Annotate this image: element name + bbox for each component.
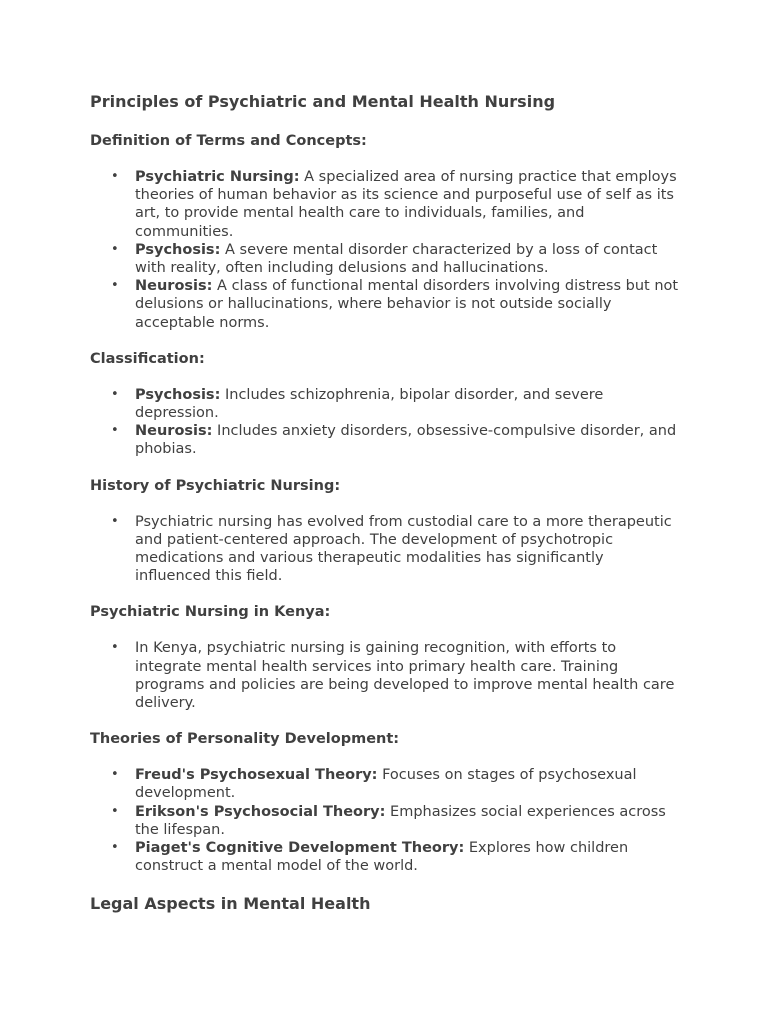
item-text: Includes anxiety disorders, obsessive-compulsive disorder, and phobias.: [135, 423, 677, 458]
section-kenya: [90, 603, 680, 712]
term-label: Psychiatric Nursing:: [135, 169, 300, 185]
next-section-title: Legal Aspects in Mental Health: [90, 894, 371, 914]
term-label: Psychosis:: [135, 241, 221, 258]
list-item: [135, 766, 680, 802]
list-item: [135, 168, 680, 241]
bullet-list: [90, 386, 680, 459]
section-heading: Definition of Terms and Concepts:: [90, 133, 367, 149]
bullet-list: [90, 168, 680, 332]
term-label: Erikson's Psychosocial Theory:: [135, 803, 386, 820]
term-label: Freud's Psychosexual Theory:: [135, 767, 378, 784]
section-heading: Classification:: [90, 350, 205, 367]
list-item: [135, 839, 680, 875]
section-history: [90, 477, 680, 586]
section-definitions: [90, 132, 680, 332]
list-item: [135, 422, 680, 458]
item-text: A class of functional mental disorders involving distress but not delusions or hallucinations, where behavior is not outside socially acceptable norms.: [135, 278, 679, 331]
item-text: Includes schizophrenia, bipolar disorder, and severe depression.: [135, 386, 604, 422]
bullet-list: [90, 766, 680, 875]
section-heading: History of Psychiatric Nursing:: [90, 477, 341, 494]
term-label: Neurosis:: [135, 278, 213, 295]
list-item: [135, 639, 680, 712]
item-text: Focuses on stages of psychosexual development.: [135, 767, 637, 802]
document-page: [90, 90, 680, 915]
term-label: Piaget's Cognitive Development Theory:: [135, 840, 465, 857]
term-label: Psychosis:: [135, 386, 221, 403]
list-item: [135, 513, 680, 586]
term-label: Neurosis:: [135, 423, 213, 440]
item-text: A specialized area of nursing practice that employs theories of human behavior as its science and purposeful use of self as its art, to provide mental health care to individuals, families, and communities.: [135, 169, 677, 240]
list-item: [135, 386, 680, 422]
document-title: Principles of Psychiatric and Mental Health Nursing: [90, 92, 556, 111]
section-classification: [90, 350, 680, 459]
item-text: Psychiatric nursing has evolved from custodial care to a more therapeutic and patient-centered approach. The development of psychotropic medications and various therapeutic modalities has significantly influenced this field.: [135, 513, 672, 585]
item-text: A severe mental disorder characterized by a loss of contact with reality, often including delusions and hallucinations.: [135, 241, 658, 277]
list-item: [135, 241, 680, 277]
list-item: [135, 277, 680, 332]
section-heading: Psychiatric Nursing in Kenya:: [90, 604, 331, 621]
item-text: Emphasizes social experiences across the lifespan.: [135, 803, 666, 838]
item-text: In Kenya, psychiatric nursing is gaining recognition, with efforts to integrate mental health services into primary health care. Training programs and policies are being developed to improve mental health care delivery.: [135, 640, 675, 712]
bullet-list: [90, 639, 680, 712]
item-text: Explores how children construct a mental model of the world.: [135, 840, 629, 875]
list-item: [135, 803, 680, 839]
bullet-list: [90, 513, 680, 586]
section-heading: Theories of Personality Development:: [90, 731, 400, 748]
section-theories: [90, 730, 680, 875]
